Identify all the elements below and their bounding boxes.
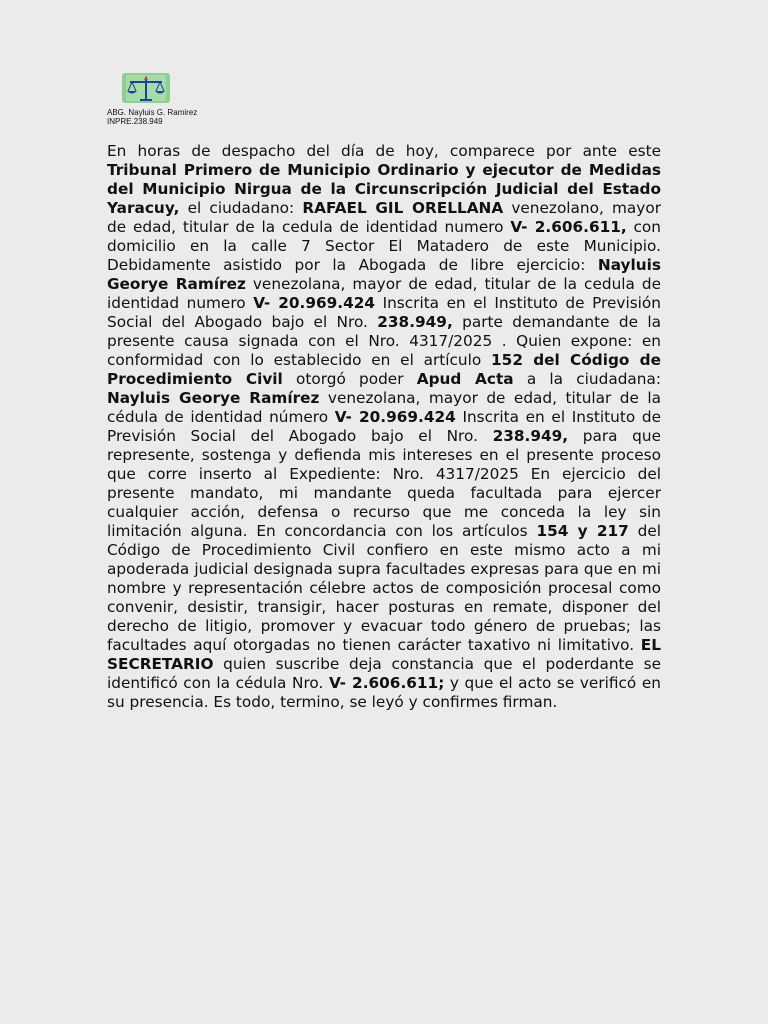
body-text-run: con domicilio en la calle 7 Sector El Matadero de este Municipio. Debidamente asistido por la Abogada de libre ejercicio: — [107, 218, 661, 274]
body-bold-run: V- 2.606.611; — [328, 674, 445, 692]
body-text-run: Inscrita en el Instituto de Previsión Social del Abogado bajo el Nro. — [107, 294, 661, 331]
body-bold-run: 154 y 217 — [536, 522, 629, 540]
body-bold-run: Nayluis Georye Ramírez — [107, 389, 320, 407]
body-bold-run: V- 20.969.424 — [253, 294, 376, 312]
body-text-run: Inscrita en el Instituto de Previsión Social del Abogado bajo el Nro. — [107, 408, 662, 445]
body-bold-run: Nayluis Georye Ramírez — [107, 256, 661, 293]
lawyer-inpre: INPRE.238.949 — [107, 117, 163, 126]
document-body — [107, 142, 661, 712]
body-text-run: venezolano, mayor de edad, titular de la cedula de identidad numero — [107, 199, 661, 236]
body-text-run: parte demandante de la presente causa signada con el Nro. 4317/2025 . Quien expone: en conformidad con lo establecido en el artículo — [107, 313, 661, 369]
body-text-run: venezolana, mayor de edad, titular de la cédula de identidad número — [107, 389, 661, 426]
body-text-run: a la ciudadana: — [513, 370, 661, 388]
scales-of-justice-icon — [120, 71, 172, 105]
body-text-run: del Código de Procedimiento Civil confiero en este mismo acto a mi apoderada judicial designada supra facultades expresas para que en mi nombre y representación célebre actos de composición procesal como convenir, desistir, transigir, hacer posturas en remate, disponer del derecho de litigio, promover y evacuar todo género de pruebas; las facultades aquí otorgadas no tienen carácter taxativo ni limitativo. — [107, 522, 662, 654]
body-text-run: para que represente, sostenga y defienda mis intereses en el presente proceso que corre inserto al Expediente: Nro. 4317/2025 En ejercicio del presente mandato, mi mandante queda facultada para ejercer cualquier acción, defensa o recurso que me conceda la ley sin limitación alguna. En concordancia con los artículos — [107, 427, 661, 540]
body-bold-run: Tribunal Primero de Municipio Ordinario y ejecutor de Medidas del Municipio Nirgua de la Circunscripción Judicial del Estado Yaracuy, — [107, 161, 661, 217]
body-text-run: quien suscribe deja constancia que el poderdante se identificó con la cédula Nro. — [107, 655, 661, 692]
body-text-run: venezolana, mayor de edad, titular de la cedula de identidad numero — [107, 275, 661, 312]
body-bold-run: 238.949, — [492, 427, 569, 445]
body-bold-run: V- 20.969.424 — [334, 408, 456, 426]
body-bold-run: V- 2.606.611, — [510, 218, 627, 236]
lawyer-caption — [107, 108, 197, 126]
body-text-run: el ciudadano: — [179, 199, 303, 217]
body-bold-run: 152 del Código de Procedimiento Civil — [107, 351, 662, 388]
body-text-run: y que el acto se verificó en su presencia. Es todo, termino, se leyó y confirmes firman. — [107, 674, 661, 711]
lawyer-name: ABG. Nayluis G. Ramirez — [107, 108, 198, 117]
body-text-run: En horas de despacho del día de hoy, comparece por ante este — [107, 142, 661, 160]
body-text-run: otorgó poder — [282, 370, 417, 388]
body-bold-run: RAFAEL GIL ORELLANA — [302, 199, 504, 217]
body-bold-run: EL SECRETARIO — [107, 636, 661, 673]
body-bold-run: 238.949, — [377, 313, 453, 331]
body-bold-run: Apud Acta — [416, 370, 514, 388]
